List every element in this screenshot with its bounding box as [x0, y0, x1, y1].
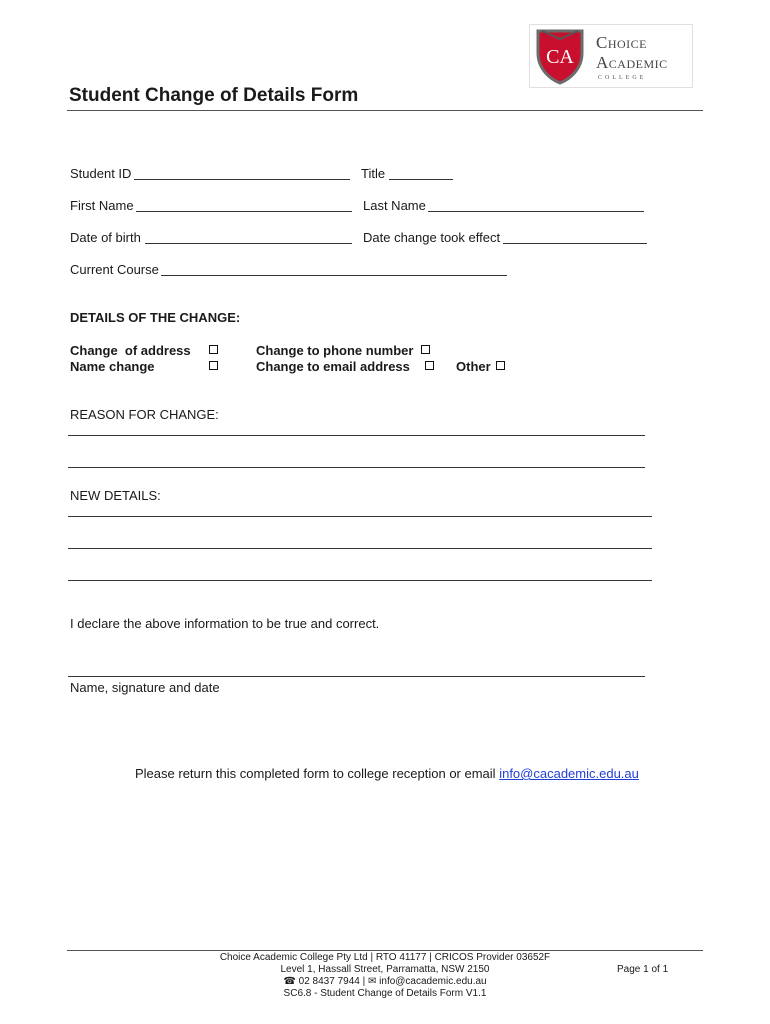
footer-phone: 02 8437 7944 [298, 976, 360, 987]
date-change-field[interactable] [503, 243, 647, 244]
first-name-field[interactable] [136, 211, 352, 212]
change-phone-checkbox[interactable] [421, 345, 430, 354]
current-course-field[interactable] [161, 275, 507, 276]
date-change-label: Date change took effect [363, 230, 501, 245]
change-phone-label: Change to phone number [256, 343, 414, 358]
title-field[interactable] [389, 179, 453, 180]
student-id-label: Student ID [70, 166, 132, 181]
change-address-label: Change of address [70, 343, 191, 358]
change-email-label: Change to email address [256, 359, 410, 374]
logo-monogram: CA [546, 46, 574, 68]
last-name-label: Last Name [363, 198, 426, 213]
title-divider [67, 110, 703, 111]
shield-logo-icon [534, 27, 586, 85]
footer-email: info@cacademic.edu.au [379, 976, 487, 987]
phone-icon: ☎ [283, 976, 296, 987]
dob-label: Date of birth [70, 230, 141, 245]
name-change-checkbox[interactable] [209, 361, 218, 370]
college-logo [529, 24, 693, 88]
first-name-label: First Name [70, 198, 134, 213]
footer-separator: | [362, 976, 366, 987]
reason-line-1[interactable] [68, 435, 645, 436]
logo-line-2 [596, 53, 668, 73]
signature-label: Name, signature and date [70, 680, 220, 695]
return-note-text: Please return this completed form to college reception or email [135, 766, 496, 781]
reason-heading: REASON FOR CHANGE: [70, 407, 219, 422]
return-email-link[interactable]: info@cacademic.edu.au [499, 766, 639, 781]
footer-divider [67, 950, 703, 951]
new-details-heading: NEW DETAILS: [70, 488, 161, 503]
title-label: Title [361, 166, 386, 181]
student-id-field[interactable] [134, 179, 350, 180]
page-title: Student Change of Details Form [69, 85, 359, 106]
change-address-checkbox[interactable] [209, 345, 218, 354]
return-note [135, 766, 639, 781]
logo-line2-text: Academic [596, 53, 668, 72]
footer-line-1: Choice Academic College Pty Ltd | RTO 41177 | CRICOS Provider 03652F [219, 952, 551, 963]
other-label: Other [456, 359, 491, 374]
signature-line[interactable] [68, 676, 645, 677]
other-checkbox[interactable] [496, 361, 505, 370]
new-details-line-2[interactable] [68, 548, 652, 549]
logo-line1-text: Choice [596, 33, 648, 52]
footer-line-4: SC6.8 - Student Change of Details Form V1.1 [283, 988, 487, 999]
logo-line-1 [596, 33, 647, 53]
declaration-text: I declare the above information to be true and correct. [70, 616, 380, 631]
last-name-field[interactable] [428, 211, 644, 212]
dob-field[interactable] [145, 243, 352, 244]
reason-line-2[interactable] [68, 467, 645, 468]
envelope-icon: ✉ [367, 976, 377, 987]
name-change-label: Name change [70, 359, 155, 374]
footer-contact [185, 976, 585, 988]
current-course-label: Current Course [70, 262, 159, 277]
new-details-line-3[interactable] [68, 580, 652, 581]
footer-line-2: Level 1, Hassall Street, Parramatta, NSW 2150 [280, 964, 490, 975]
logo-line3-text: COLLEGE [598, 75, 647, 81]
new-details-line-1[interactable] [68, 516, 652, 517]
details-heading: DETAILS OF THE CHANGE: [70, 310, 241, 325]
change-email-checkbox[interactable] [425, 361, 434, 370]
page-number: Page 1 of 1 [617, 964, 669, 975]
footer-info [185, 952, 585, 1000]
